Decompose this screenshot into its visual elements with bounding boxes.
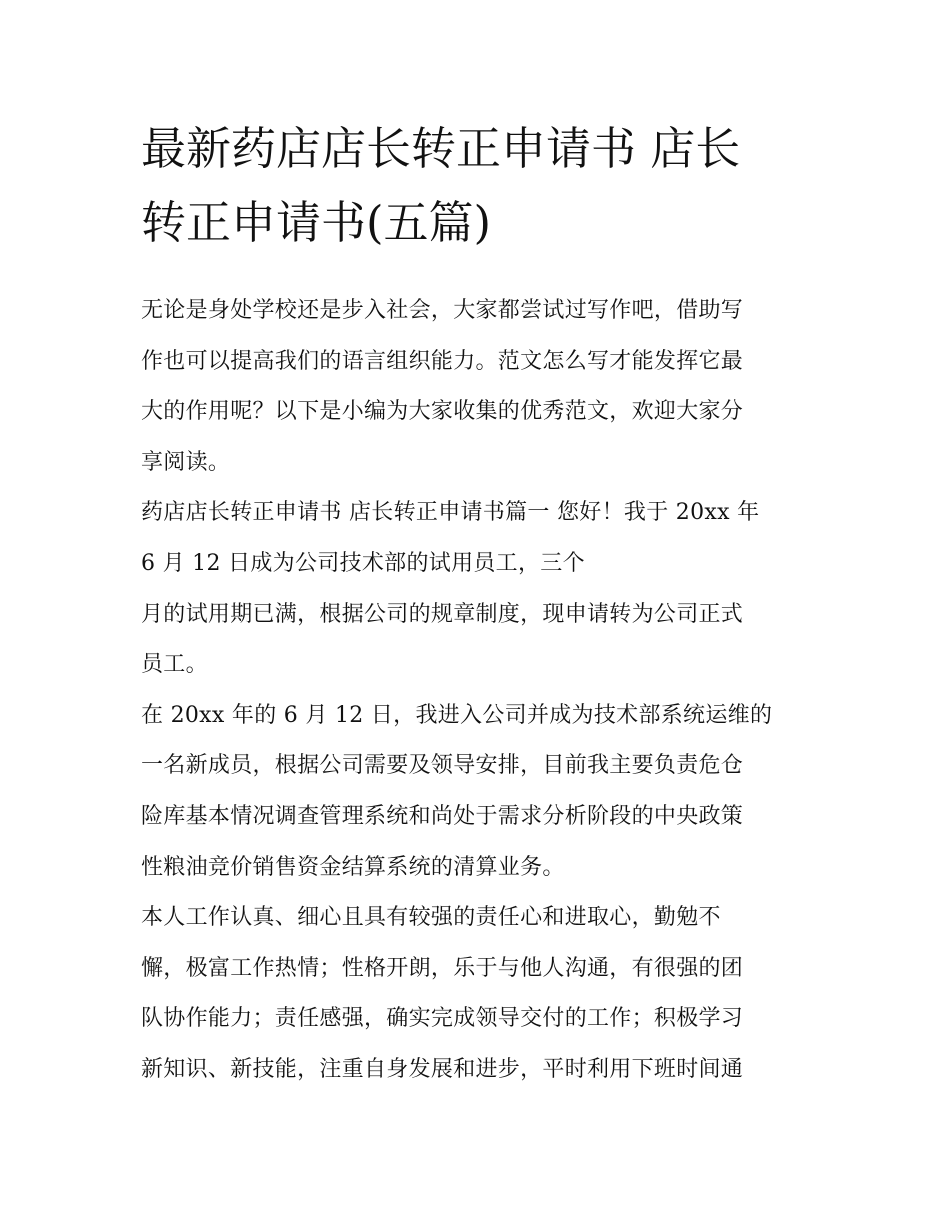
title-line: 转正申请书(五篇)	[141, 196, 492, 249]
text-line: 作也可以提高我们的语言组织能力。范文怎么写才能发挥它最	[141, 348, 744, 374]
text-line: 险库基本情况调查管理系统和尚处于需求分析阶段的中央政策	[141, 803, 744, 829]
text-line: 药店店长转正申请书 店长转正申请书篇一 您好！我于 20xx 年	[141, 500, 760, 526]
text-line: 大的作用呢？以下是小编为大家收集的优秀范文，欢迎大家分	[141, 399, 744, 425]
document-title	[141, 112, 813, 260]
document-body	[141, 112, 813, 1096]
text-line: 新知识、新技能，注重自身发展和进步，平时利用下班时间通	[141, 1056, 744, 1082]
self-evaluation-paragraph	[141, 893, 813, 1095]
text-line: 享阅读。	[141, 449, 231, 475]
text-line: 在 20xx 年的 6 月 12 日，我进入公司并成为技术部系统运维的	[141, 702, 773, 728]
text-line: 一名新成员，根据公司需要及领导安排，目前我主要负责危仓	[141, 753, 744, 779]
text-line: 员工。	[141, 652, 208, 678]
text-line: 6 月 12 日成为公司技术部的试用员工，三个	[141, 550, 585, 576]
text-line: 本人工作认真、细心且具有较强的责任心和进取心，勤勉不	[141, 905, 721, 931]
text-line: 懈，极富工作热情；性格开朗，乐于与他人沟通，有很强的团	[141, 955, 744, 981]
intro-paragraph	[141, 286, 813, 488]
text-line: 性粮油竞价销售资金结算系统的清算业务。	[141, 854, 565, 880]
title-line: 最新药店店长转正申请书 店长	[141, 122, 741, 175]
text-line: 无论是身处学校还是步入社会，大家都尝试过写作吧，借助写	[141, 298, 744, 323]
probation-paragraph	[141, 590, 813, 691]
text-line: 月的试用期已满，根据公司的规章制度，现申请转为公司正式	[141, 601, 744, 627]
work-duties-paragraph	[141, 691, 813, 893]
letter-opening-paragraph	[141, 488, 813, 589]
text-line: 队协作能力；责任感强，确实完成领导交付的工作；积极学习	[141, 1006, 744, 1032]
